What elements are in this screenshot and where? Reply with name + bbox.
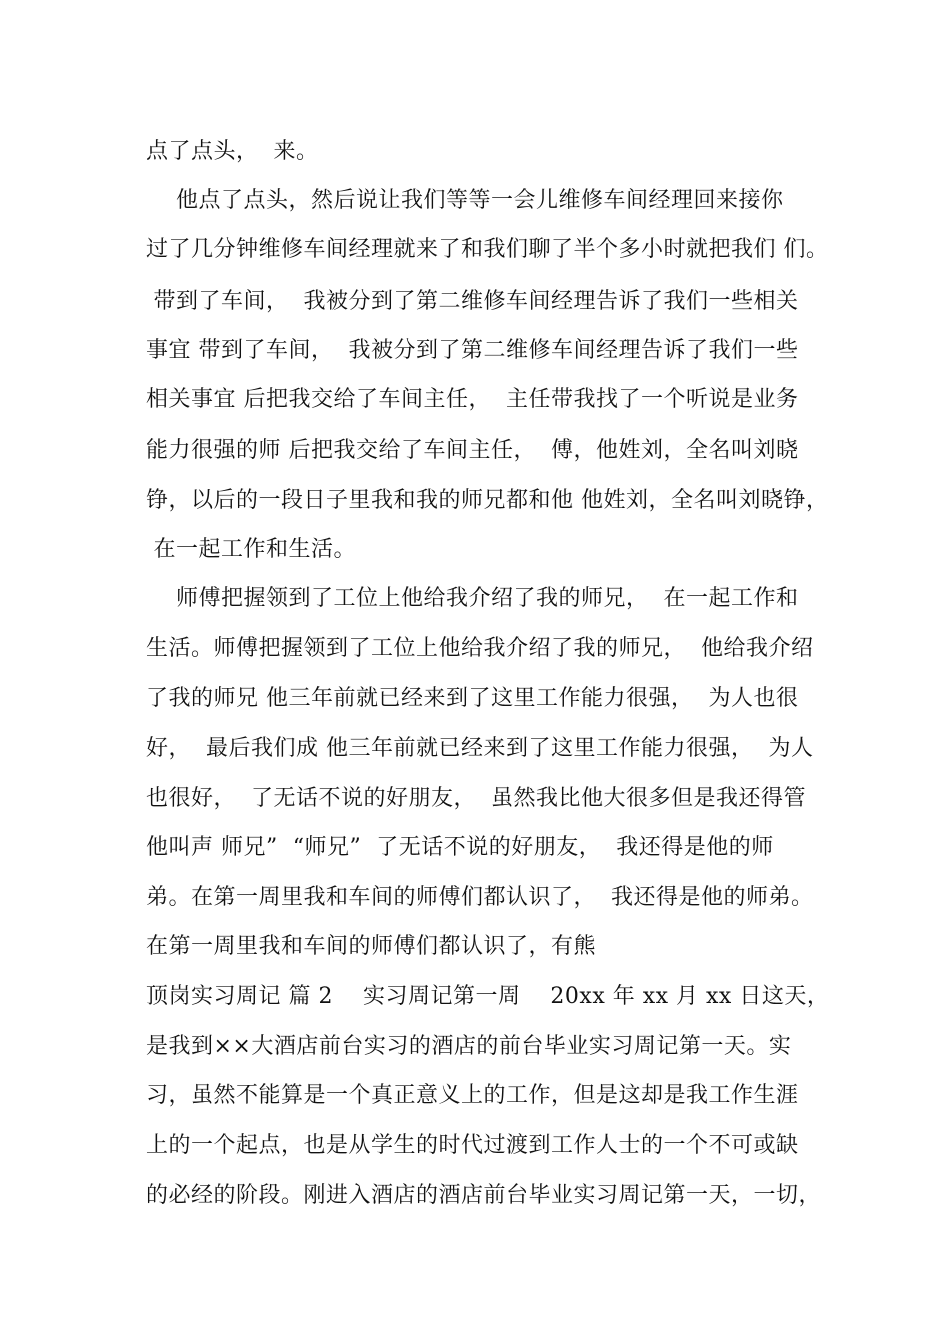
text-line: 带到了车间， 我被分到了第二维修车间经理告诉了我们一些相关 (146, 289, 799, 314)
text-line: 也很好， 了无话不说的好朋友， 虽然我比他大很多但是我还得管 (146, 786, 806, 811)
text-line: 能力很强的师 后把我交给了车间主任， 傅，他姓刘，全名叫刘晓 (146, 438, 799, 463)
text-line: 在第一周里我和车间的师傅们都认识了，有熊 (146, 934, 597, 959)
text-line: 是我到××大酒店前台实习的酒店的前台毕业实习周记第一天。实 (146, 1034, 792, 1059)
text-line: 铮，以后的一段日子里我和我的师兄都和他 他姓刘，全名叫刘晓铮， (146, 488, 829, 513)
text-line: 过了几分钟维修车间经理就来了和我们聊了半个多小时就把我们 们。 (146, 237, 829, 262)
text-line: 事宜 带到了车间， 我被分到了第二维修车间经理告诉了我们一些 (146, 338, 799, 363)
text-line: 顶岗实习周记 篇 2 实习周记第一周 20xx 年 xx 月 xx 日这天， (146, 984, 830, 1009)
text-line: 上的一个起点，也是从学生的时代过渡到工作人士的一个不可或缺 (146, 1133, 799, 1158)
text-line: 点了点头， 来。 (146, 139, 319, 164)
text-line: 他点了点头，然后说让我们等等一会儿维修车间经理回来接你 (146, 188, 784, 213)
text-line: 师傅把握领到了工位上他给我介绍了我的师兄， 在一起工作和 (146, 586, 799, 611)
text-line: 他叫声 师兄” “师兄” 了无话不说的好朋友， 我还得是他的师 (146, 835, 774, 860)
text-line: 的必经的阶段。刚进入酒店的酒店前台毕业实习周记第一天，一切， (146, 1183, 822, 1208)
text-line: 了我的师兄 他三年前就已经来到了这里工作能力很强， 为人也很 (146, 686, 799, 711)
text-line: 生活。师傅把握领到了工位上他给我介绍了我的师兄， 他给我介绍 (146, 636, 814, 661)
text-line: 弟。在第一周里我和车间的师傅们都认识了， 我还得是他的师弟。 (146, 885, 814, 910)
text-line: 在一起工作和生活。 (146, 537, 356, 562)
text-line: 相关事宜 后把我交给了车间主任， 主任带我找了一个听说是业务 (146, 387, 799, 412)
text-line: 习，虽然不能算是一个真正意义上的工作，但是这却是我工作生涯 (146, 1083, 799, 1108)
text-line: 好， 最后我们成 他三年前就已经来到了这里工作能力很强， 为人 (146, 736, 814, 761)
